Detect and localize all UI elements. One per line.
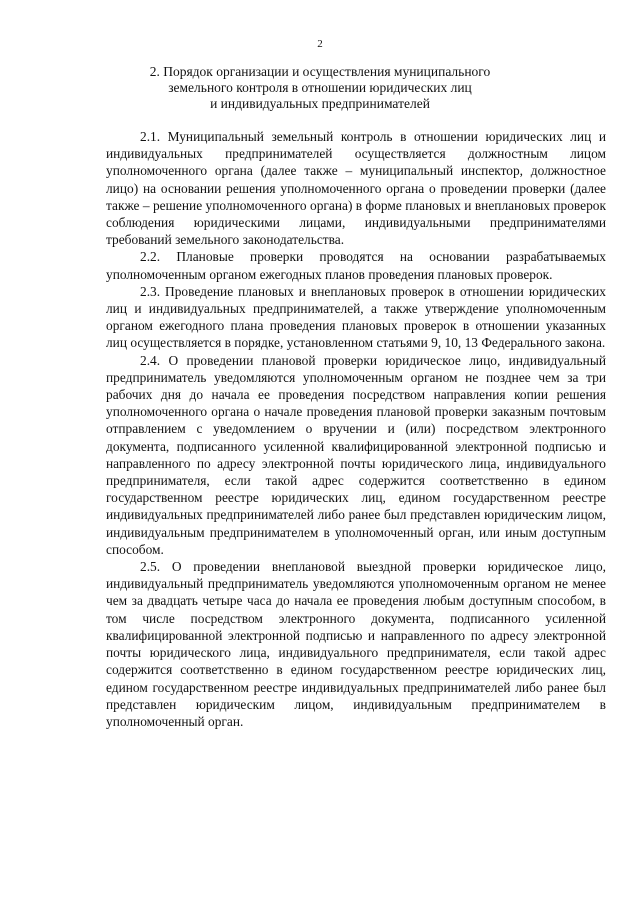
heading-line-2: земельного контроля в отношении юридических лиц — [168, 80, 472, 95]
paragraph-2-3: 2.3. Проведение плановых и внеплановых проверок в отношении юридических лиц и индивидуальных предпринимателей, а также утверждение уполномоченным органом ежегодного плана проведения плановых проверок в отношении указанных лиц осуществляется в порядке, установленном статьями 9, 10, 13 Федерального закона. — [106, 283, 606, 351]
paragraph-2-2: 2.2. Плановые проверки проводятся на основании разрабатываемых уполномоченным органом ежегодных планов проведения плановых проверок. — [106, 249, 606, 282]
paragraph-2-4: 2.4. О проведении плановой проверки юридическое лицо, индивидуальный предприниматель уведомляются уполномоченным органом не позднее чем за три рабочих дня до начала ее проведения посредством направления копии решения уполномоченного органа о начале проведения плановой проверки заказным почтовым отправлением с уведомлением о вручении и (или) посредством электронного документа, подписанного усиленной квалифицированной электронной подписью и направленного по адресу электронной почты юридического лица, индивидуального предпринимателя, если такой адрес содержится соответственно в едином государственном реестре юридических лиц, едином государственном реестре индивидуальных предпринимателей либо ранее был представлен юридическим лицом, индивидуальным предпринимателем в уполномоченный орган, или иным доступным способом. — [106, 352, 606, 557]
heading-line-3: и индивидуальных предпринимателей — [210, 96, 430, 111]
page-number: 2 — [317, 38, 323, 50]
paragraph-2-1: 2.1. Муниципальный земельный контроль в отношении юридических лиц и индивидуальных предпринимателей осуществляется должностным лицом уполномоченного органа (далее также – муниципальный инспектор, должностное лицо) на основании решения уполномоченного органа о проведении проверки (далее также – решение уполномоченного органа) в форме плановых и внеплановых проверок соблюдения юридическими лицами, индивидуальными предпринимателями требований земельного законодательства. — [106, 129, 606, 248]
section-heading — [0, 64, 640, 112]
section-body — [106, 128, 606, 730]
heading-line-1: 2. Порядок организации и осуществления муниципального — [149, 64, 491, 79]
paragraph-2-5: 2.5. О проведении внеплановой выездной проверки юридическое лицо, индивидуальный предприниматель уведомляются уполномоченным органом не менее чем за двадцать четыре часа до начала ее проведения любым доступным способом, в том числе посредством электронного документа, подписанного усиленной квалифицированной электронной подписью и направленного по адресу электронной почты юридического лица, индивидуального предпринимателя, если такой адрес содержится соответственно в едином государственном реестре юридических лиц, едином государственном реестре индивидуальных предпринимателей либо ранее был представлен юридическим лицом, индивидуальным предпринимателем в уполномоченный орган. — [106, 559, 606, 729]
